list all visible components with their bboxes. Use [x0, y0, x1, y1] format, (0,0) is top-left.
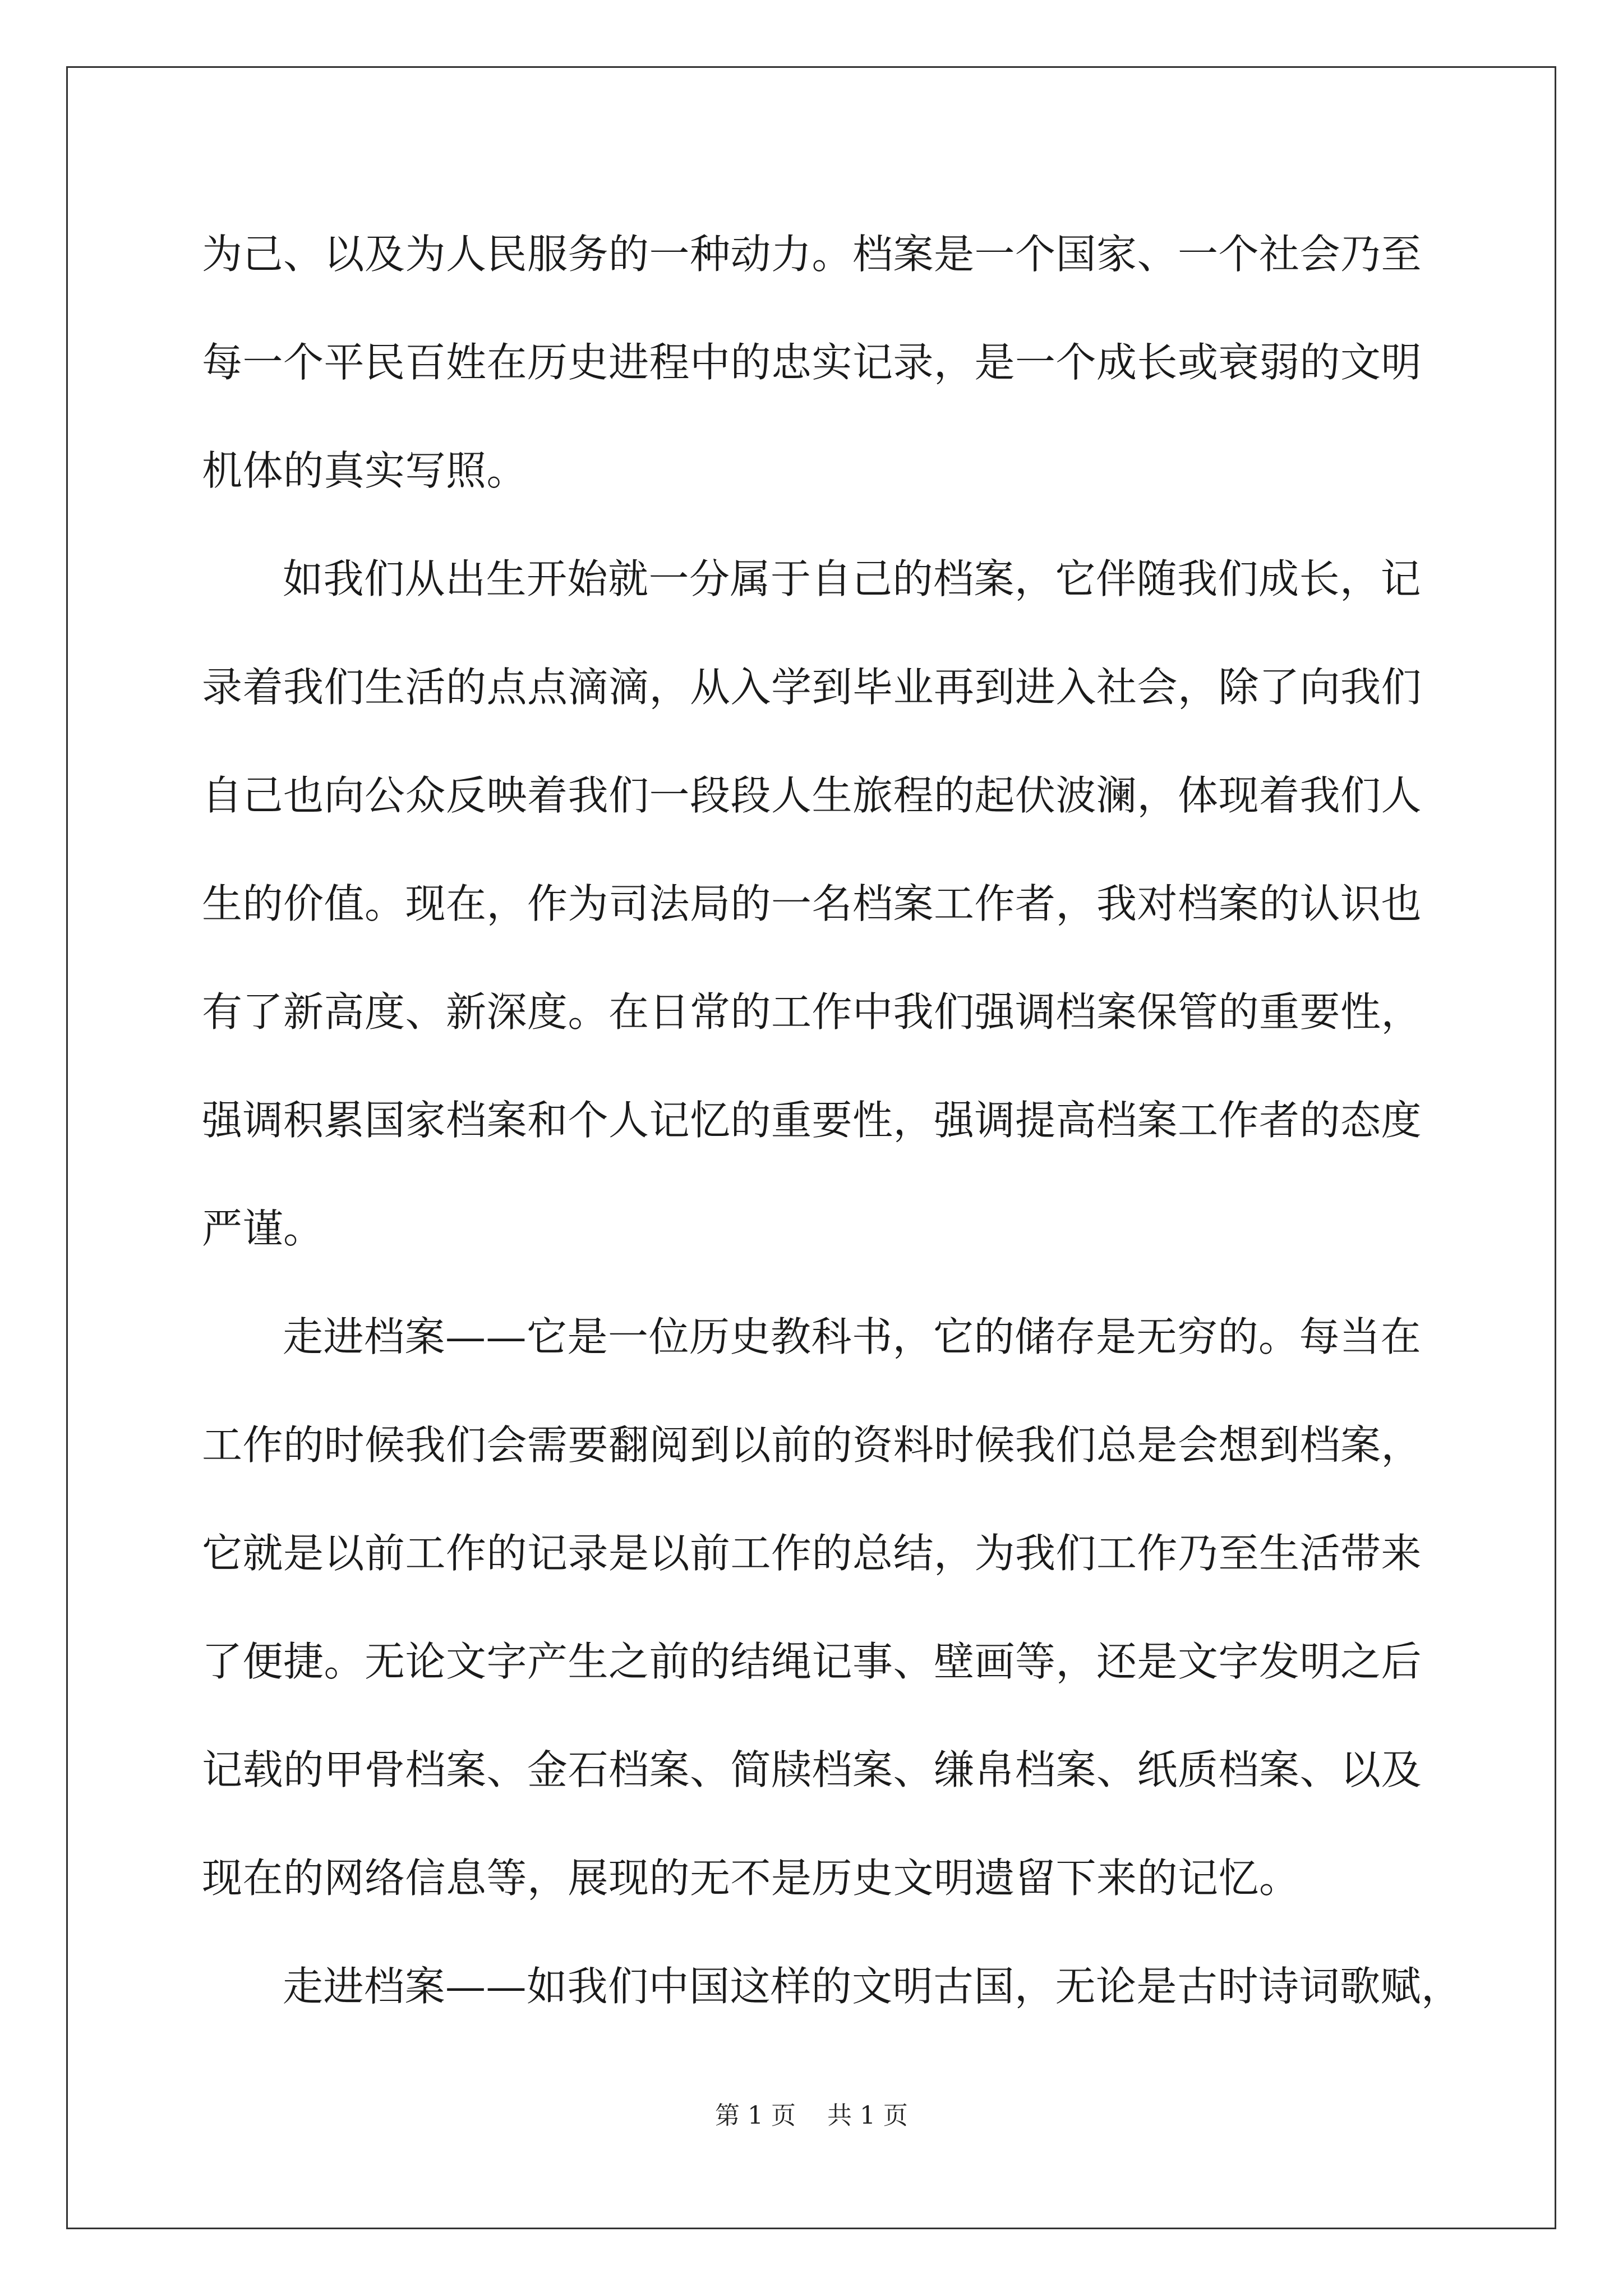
text-line: 现在的网络信息等，展现的无不是历史文明遗留下来的记忆。 [202, 1855, 1300, 1902]
paragraph-first-line: 如我们从出生开始就一分属于自己的档案，它伴随我们成长，记 [283, 555, 1422, 602]
text-line: 严谨。 [202, 1205, 324, 1252]
text-line: 生的价值。现在，作为司法局的一名档案工作者，我对档案的认识也 [202, 880, 1422, 927]
text-line: 录着我们生活的点点滴滴，从入学到毕业再到进入社会，除了向我们 [202, 664, 1422, 711]
paragraph-first-line: 走进档案——如我们中国这样的文明古国，无论是古时诗词歌赋， [283, 1963, 1462, 2010]
text-line: 它就是以前工作的记录是以前工作的总结，为我们工作乃至生活带来 [202, 1530, 1422, 1577]
text-line: 有了新高度、新深度。在日常的工作中我们强调档案保管的重要性， [202, 988, 1422, 1036]
page-footer [0, 2099, 1623, 2133]
text-line: 记载的甲骨档案、金石档案、简牍档案、缣帛档案、纸质档案、以及 [202, 1746, 1422, 1793]
paragraph-first-line: 走进档案——它是一位历史教科书，它的储存是无穷的。每当在 [283, 1313, 1422, 1360]
text-line: 为己、以及为人民服务的一种动力。档案是一个国家、一个社会乃至 [202, 231, 1422, 278]
text-line: 每一个平民百姓在历史进程中的忠实记录，是一个成长或衰弱的文明 [202, 339, 1422, 386]
text-line: 自己也向公众反映着我们一段段人生旅程的起伏波澜，体现着我们人 [202, 772, 1422, 819]
text-line: 了便捷。无论文字产生之前的结绳记事、壁画等，还是文字发明之后 [202, 1638, 1422, 1685]
page-number-label: 第 1 页 共 1 页 [715, 2101, 908, 2130]
text-line: 强调积累国家档案和个人记忆的重要性，强调提高档案工作者的态度 [202, 1097, 1422, 1144]
text-line: 工作的时候我们会需要翻阅到以前的资料时候我们总是会想到档案， [202, 1421, 1422, 1469]
text-line: 机体的真实写照。 [202, 447, 528, 494]
